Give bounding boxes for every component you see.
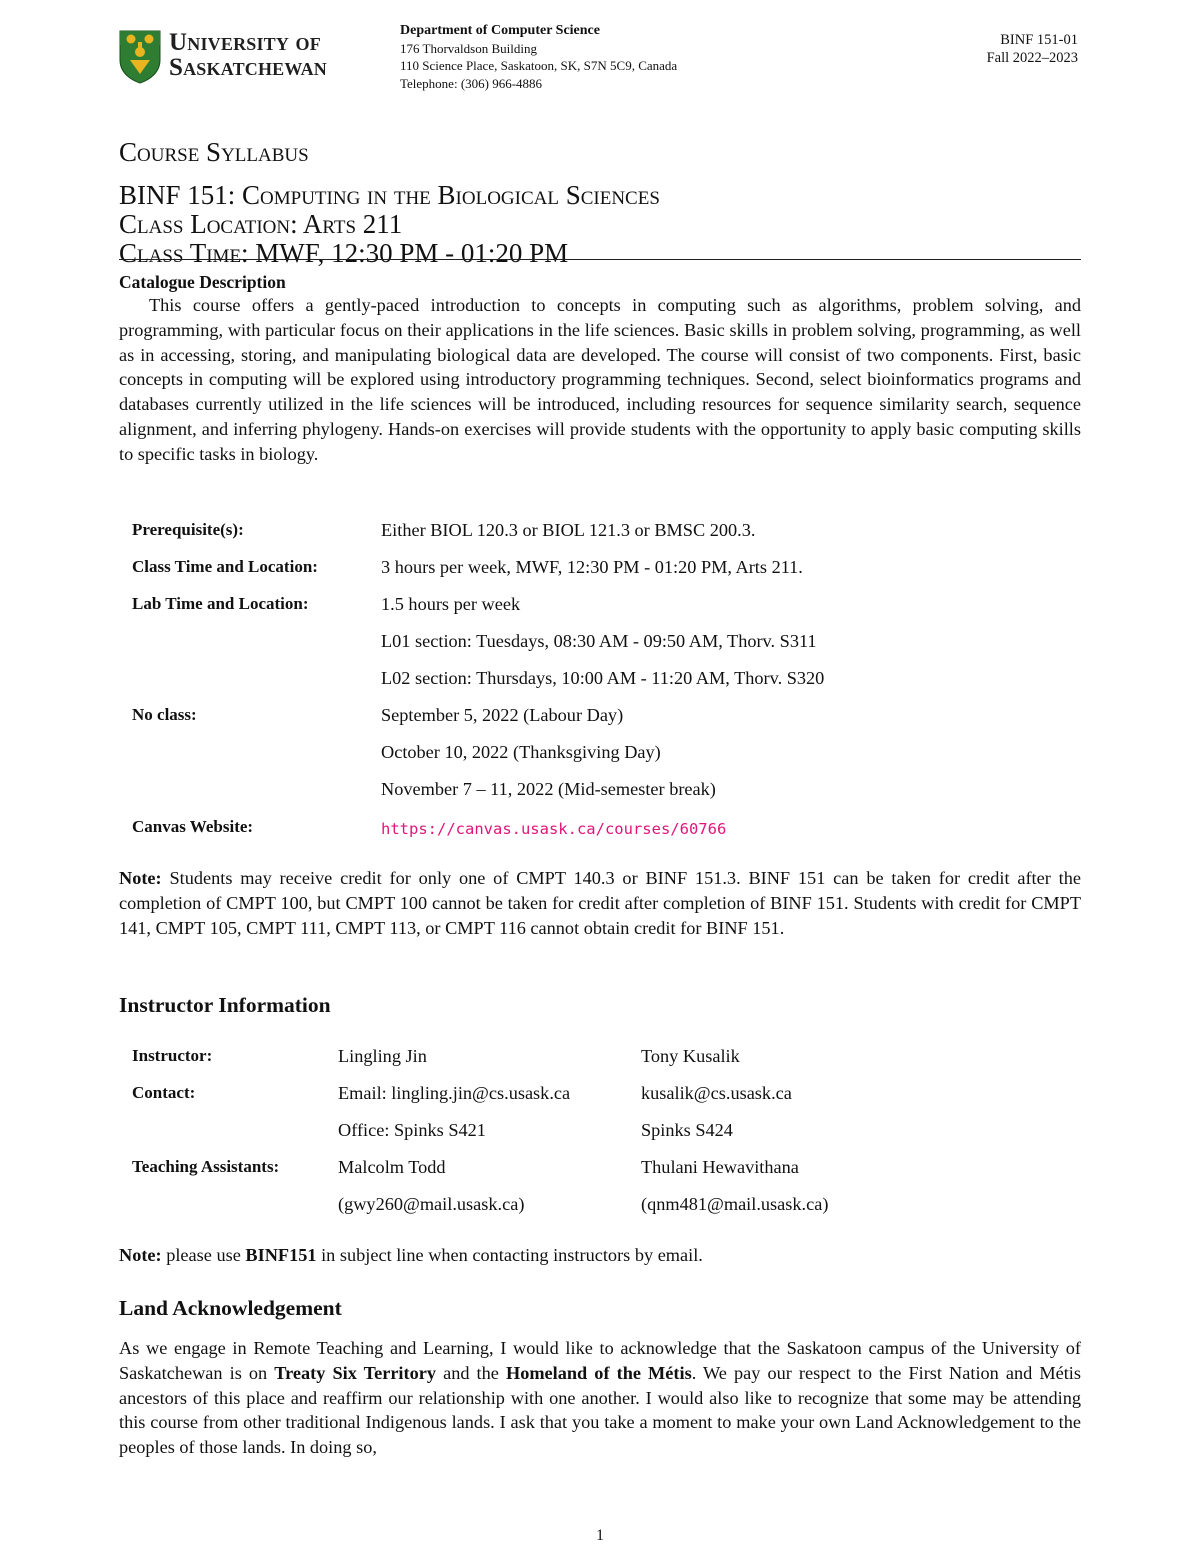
note2-pre: please use: [161, 1245, 246, 1265]
noclass-value-2: October 10, 2022 (Thanksgiving Day): [381, 742, 661, 762]
ta-label: Teaching Assistants:: [132, 1157, 280, 1176]
ta-1-name: Malcolm Todd: [338, 1157, 446, 1177]
lab-value-hours: 1.5 hours per week: [381, 594, 521, 614]
class-location-title: Class Location: Arts 211: [119, 209, 403, 239]
university-logo: [119, 28, 369, 88]
contact-1-email: Email: lingling.jin@cs.usask.ca: [338, 1083, 571, 1103]
land-text-2: and the: [436, 1362, 506, 1383]
land-heading: Land Acknowledgement: [119, 1296, 342, 1320]
title-block: [119, 138, 660, 268]
noclass-value-3: November 7 – 11, 2022 (Mid-semester break): [381, 779, 716, 799]
note2-post: in subject line when contacting instructors by email.: [316, 1245, 703, 1265]
department-phone: Telephone: (306) 966-4886: [400, 75, 543, 91]
shield-icon: [119, 30, 161, 84]
department-name: Department of Computer Science: [400, 23, 600, 38]
land-bold-2: Homeland of the Métis: [505, 1362, 692, 1383]
class-time-title: Class Time: MWF, 12:30 PM - 01:20 PM: [119, 238, 569, 268]
catalogue-description: This course offers a gently-paced introduction to concepts in computing such as algorithms, problem solving, and programming, with particular focus on their applications in the life sciences. Basic skills in problem solving, programming, as well as in accessing, storing, and manipulating biological data are developed. The course will consist of two components. First, basic concepts in computing will be explored using introductory programming techniques. Second, select bioinformatics programs and databases currently utilized in the life sciences will be introduced, including resources for sequence similarity search, sequence alignment, and inferring phylogeny. Hands-on exercises will provide students with the opportunity to apply basic computing skills to specific tasks in biology.: [119, 295, 1081, 464]
ta-1-email: (gwy260@mail.usask.ca): [338, 1194, 525, 1214]
instructor-label: Instructor:: [132, 1046, 213, 1065]
land-acknowledgement: [119, 1336, 1081, 1460]
class-value: 3 hours per week, MWF, 12:30 PM - 01:20 PM, Arts 211.: [381, 557, 803, 577]
title-divider: [119, 259, 1081, 260]
ta-2-email: (qnm481@mail.usask.ca): [641, 1194, 829, 1214]
canvas-label: Canvas Website:: [132, 817, 254, 836]
logo-line-2: Saskatchewan: [169, 54, 327, 81]
noclass-label: No class:: [132, 705, 197, 724]
email-note: [119, 1243, 703, 1268]
catalogue-heading: Catalogue Description: [119, 272, 286, 292]
department-building: 176 Thorvaldson Building: [400, 40, 537, 56]
note-text: Students may receive credit for only one of CMPT 140.3 or BINF 151.3. BINF 151 can be taken for credit after the completion of CMPT 100, but CMPT 100 cannot be taken for credit after completion of BINF 151. Students with credit for CMPT 141, CMPT 105, CMPT 111, CMPT 113, or CMPT 116 cannot obtain credit for BINF 151.: [119, 868, 1081, 938]
contact-2-email: kusalik@cs.usask.ca: [641, 1083, 792, 1103]
university-name: [169, 30, 327, 80]
note2-label: Note:: [119, 1245, 162, 1265]
note-label: Note:: [119, 868, 162, 888]
department-address: [400, 22, 677, 92]
land-text-3: . We pay our respect to the First Nation and Métis ancestors of this place and reaffirm our relationship with one another. I would also like to recognize that some may be attending this course from other traditional Indigenous lands. I ask that you take a moment to make your own Land Acknowledgement to the peoples of those lands. In doing so,: [119, 1362, 1081, 1458]
canvas-link[interactable]: https://canvas.usask.ca/courses/60766: [381, 820, 727, 838]
course-title: BINF 151: Computing in the Biological Sciences: [119, 180, 660, 210]
logo-line-1: University of: [169, 29, 321, 56]
page-number: 1: [596, 1527, 604, 1544]
class-label: Class Time and Location:: [132, 557, 318, 576]
course-code: BINF 151-01: [1000, 32, 1078, 48]
course-code-block: [987, 31, 1078, 67]
land-bold-1: Treaty Six Territory: [274, 1362, 436, 1383]
term: Fall 2022–2023: [986, 50, 1078, 66]
syllabus-title: Course Syllabus: [119, 137, 309, 167]
prereq-label: Prerequisite(s):: [132, 520, 244, 539]
contact-1-office: Office: Spinks S421: [338, 1120, 486, 1140]
note2-bold: BINF151: [245, 1245, 317, 1265]
prereq-value: Either BIOL 120.3 or BIOL 121.3 or BMSC 200.3.: [381, 520, 756, 540]
lab-label: Lab Time and Location:: [132, 594, 309, 613]
instructor-2: Tony Kusalik: [641, 1046, 740, 1066]
department-street: 110 Science Place, Saskatoon, SK, S7N 5C9, Canada: [400, 58, 678, 73]
contact-2-office: Spinks S424: [641, 1120, 733, 1140]
lab-value-l02: L02 section: Thursdays, 10:00 AM - 11:20 AM, Thorv. S320: [381, 668, 825, 688]
contact-label: Contact:: [132, 1083, 196, 1102]
credit-note: [119, 866, 1081, 940]
instructor-1: Lingling Jin: [338, 1046, 427, 1066]
land-text-1: As we engage in Remote Teaching and Learning, I would like to acknowledge that the Saskatoon campus of the University of Saskatchewan is on: [119, 1338, 1081, 1383]
noclass-value-1: September 5, 2022 (Labour Day): [381, 705, 624, 725]
instructor-heading: Instructor Information: [119, 993, 331, 1017]
ta-2-name: Thulani Hewavithana: [641, 1157, 799, 1177]
lab-value-l01: L01 section: Tuesdays, 08:30 AM - 09:50 AM, Thorv. S311: [381, 631, 817, 651]
